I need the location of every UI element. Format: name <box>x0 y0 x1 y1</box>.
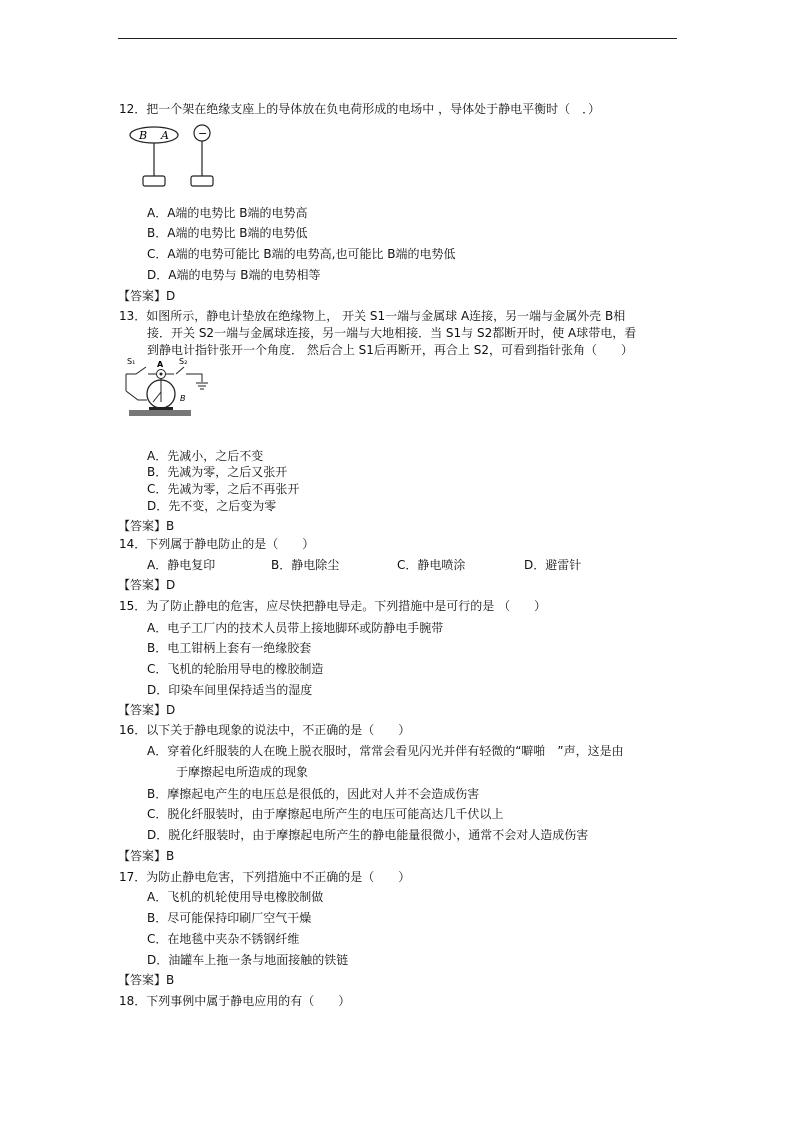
q17-option-c: C．在地毯中夹杂不锈钢纤维 <box>147 932 300 946</box>
q16-option-a-line1: A．穿着化纤服装的人在晚上脱衣服时，常常会看见闪光并伴有轻微的“噼啪 ”声，这是由 <box>147 744 624 758</box>
q15-option-a: A．电子工厂内的技术人员带上接地脚环或防静电手腕带 <box>147 621 444 635</box>
q13-stem-line3: 到静电计指针张开一个角度． 然后合上 S1后再断开，再合上 S2，可看到指针张角（ ） <box>147 343 633 357</box>
q12-label-minus: − <box>198 127 208 140</box>
q16-option-d: D．脱化纤服装时，由于摩擦起电所产生的静电能量很微小，通常不会对人造成伤害 <box>147 828 589 842</box>
q13-label-b: B <box>180 394 186 403</box>
q12-option-d: D．A端的电势与 B端的电势相等 <box>147 268 321 282</box>
header-rule <box>118 38 677 39</box>
q14-option-b: B．静电除尘 <box>271 558 340 572</box>
q16-option-b: B．摩擦起电产生的电压总是很低的，因此对人并不会造成伤害 <box>147 787 480 801</box>
q13-label-a: A <box>157 360 164 369</box>
q16-option-a-line2: 于摩擦起电所造成的现象 <box>176 765 309 779</box>
q12-figure <box>126 122 226 190</box>
q13-label-s2: S₂ <box>179 357 188 366</box>
q13-answer: 【答案】B <box>118 519 175 533</box>
q15-option-d: D．印染车间里保持适当的湿度 <box>147 683 313 697</box>
q17-option-b: B．尽可能保持印刷厂空气干燥 <box>147 911 312 925</box>
q15-option-b: B．电工钳柄上套有一绝缘胶套 <box>147 641 312 655</box>
q17-answer: 【答案】B <box>118 973 175 987</box>
q15-option-c: C．飞机的轮胎用导电的橡胶制造 <box>147 662 324 676</box>
q14-answer: 【答案】D <box>118 578 176 592</box>
q14-option-c: C．静电喷涂 <box>397 558 466 572</box>
q13-label-s1: S₁ <box>127 357 136 366</box>
q13-stem-line1: 13．如图所示，静电计垫放在绝缘物上， 开关 S1一端与金属球 A连接，另一端与金属外壳 B相 <box>119 309 626 323</box>
q13-option-c: C．先减为零，之后不再张开 <box>147 482 300 496</box>
q14-option-d: D．避雷针 <box>524 558 582 572</box>
q17-option-a: A．飞机的机轮使用导电橡胶制做 <box>147 890 324 904</box>
q16-answer: 【答案】B <box>118 849 175 863</box>
q12-label-b: B <box>139 129 148 142</box>
q13-option-b: B．先减为零，之后又张开 <box>147 465 288 479</box>
q15-answer: 【答案】D <box>118 703 176 717</box>
q12-option-a: A．A端的电势比 B端的电势高 <box>147 206 308 220</box>
q13-option-a: A．先减小，之后不变 <box>147 449 264 463</box>
q16-stem: 16．以下关于静电现象的说法中，不正确的是（ ） <box>119 723 411 737</box>
q16-option-c: C．脱化纤服装时，由于摩擦起电所产生的电压可能高达几千伏以上 <box>147 807 504 821</box>
q12-option-b: B．A端的电势比 B端的电势低 <box>147 226 308 240</box>
q12-answer: 【答案】D <box>118 289 176 303</box>
q17-stem: 17．为防止静电危害，下列措施中不正确的是（ ） <box>119 870 411 884</box>
q14-stem: 14．下列属于静电防止的是（ ） <box>119 537 315 551</box>
q12-label-a: A <box>161 129 169 142</box>
q13-stem-line2: 接．开关 S2一端与金属球连接，另一端与大地相接．当 S1与 S2都断开时，使 A球带电，看 <box>147 326 637 340</box>
q13-electroscope-figure <box>122 356 214 416</box>
q18-stem: 18．下列事例中属于静电应用的有（ ） <box>119 994 351 1008</box>
q17-option-d: D．油罐车上拖一条与地面接触的铁链 <box>147 953 349 967</box>
q14-option-a: A．静电复印 <box>147 558 216 572</box>
q13-option-d: D．先不变，之后变为零 <box>147 499 277 513</box>
q12-stem: 12．把一个架在绝缘支座上的导体放在负电荷形成的电场中 ，导体处于静电平衡时（ ．） <box>119 102 601 116</box>
q15-stem: 15．为了防止静电的危害，应尽快把静电导走。下列措施中是可行的是 （ ） <box>119 599 547 613</box>
q12-option-c: C．A端的电势可能比 B端的电势高,也可能比 B端的电势低 <box>147 247 456 261</box>
